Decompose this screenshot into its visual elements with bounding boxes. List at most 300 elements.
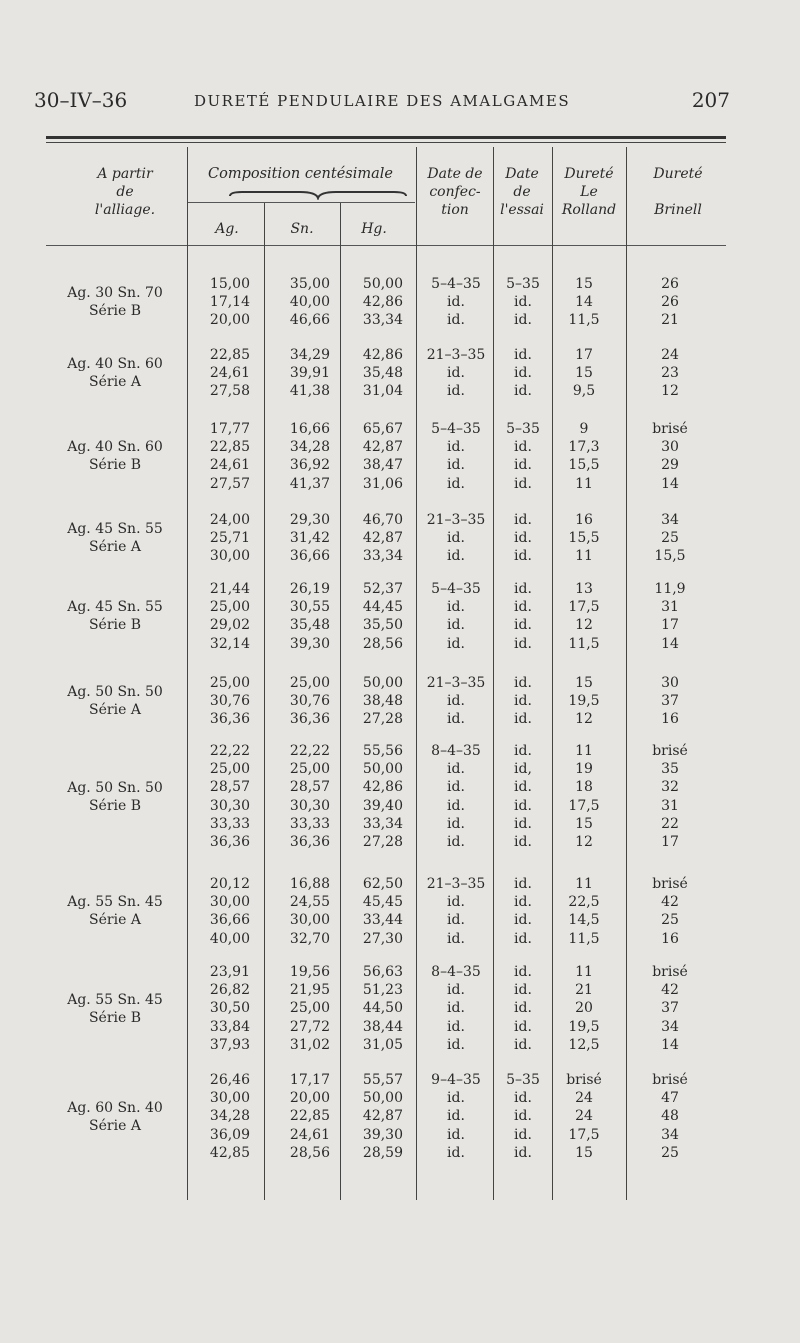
header-composition: Composition centésimale [208,166,393,182]
cell-ag: 33,84 [209,1018,250,1035]
cell-sn: 41,37 [289,475,330,492]
cell-durete-rolland: 15 [575,276,593,292]
cell-durete-rolland: 19 [575,761,593,778]
cell-durete-rolland: 12,5 [568,1036,600,1053]
cell-date-essai: id. [514,743,532,759]
cell-sn: 36,92 [289,457,330,474]
header-rule-thick [46,136,726,139]
header-essai-line: Date [505,166,539,182]
cell-durete-brinell: 17 [661,834,679,850]
cell-ag: 26,46 [209,1072,250,1088]
cell-date-confection: id. [447,599,465,616]
cell-durete-brinell: brisé [652,1072,688,1088]
cell-sn: 28,56 [289,1144,330,1161]
cell-durete-rolland: 17,5 [568,599,600,616]
cell-sn: 17,17 [289,1072,330,1088]
cell-date-essai: id. [514,876,532,892]
cell-sn: 36,66 [289,548,330,565]
cell-hg: 28,56 [362,635,403,652]
cell-ag: 42,85 [209,1144,250,1161]
cell-date-confection: id. [447,635,465,652]
cell-date-essai: id, [514,761,532,778]
cell-date-essai: id. [514,294,532,311]
cell-ag: 30,00 [209,548,250,565]
cell-durete-brinell: 17 [661,617,679,634]
cell-durete-brinell: 37 [661,1000,679,1017]
cell-ag: 24,61 [209,365,250,382]
cell-date-confection: id. [447,1108,465,1125]
cell-durete-brinell: 34 [661,1018,679,1035]
cell-date-confection: id. [447,383,465,400]
cell-durete-rolland: 17,3 [568,439,600,456]
cell-ag: 25,00 [209,675,250,691]
cell-date-confection: id. [447,761,465,778]
cell-hg: 27,28 [362,711,403,728]
cell-date-essai: id. [514,834,532,850]
cell-date-essai: id. [514,581,532,597]
cell-date-confection: id. [447,1018,465,1035]
cell-hg: 50,00 [362,1090,403,1107]
cell-durete-brinell: 24 [661,347,679,363]
cell-hg: 42,87 [362,1108,403,1125]
cell-durete-brinell: brisé [652,876,688,892]
cell-sn: 16,66 [289,421,330,437]
alloy-label: Ag. 45 Sn. 55 [67,599,163,616]
cell-durete-brinell: 14 [661,635,679,652]
cell-date-essai: id. [514,930,532,947]
header-ag: Ag. [215,221,239,237]
cell-durete-rolland: 9 [579,421,589,437]
cell-ag: 36,36 [209,834,250,850]
cell-date-confection: 21–3–35 [426,347,486,363]
cell-durete-brinell: brisé [652,421,688,437]
cell-date-essai: id. [514,1018,532,1035]
cell-ag: 36,66 [209,912,250,929]
cell-durete-brinell: 35 [661,761,679,778]
column-separator [340,203,341,1200]
cell-sn: 25,00 [289,675,330,691]
cell-hg: 56,63 [362,964,403,980]
page-number: 207 [691,88,730,112]
cell-sn: 30,76 [289,693,330,710]
cell-date-essai: id. [514,475,532,492]
header-rule-thin [46,142,726,143]
cell-date-confection: id. [447,1090,465,1107]
cell-hg: 42,86 [362,294,403,311]
cell-ag: 25,71 [209,530,250,547]
cell-hg: 42,87 [362,439,403,456]
cell-durete-rolland: 15 [575,1144,593,1161]
cell-date-essai: id. [514,779,532,796]
cell-durete-brinell: 31 [661,599,679,616]
cell-durete-brinell: 11,9 [654,581,686,597]
header-sn: Sn. [290,221,314,237]
cell-ag: 22,85 [209,347,250,363]
cell-sn: 29,30 [289,512,330,528]
cell-hg: 39,30 [362,1126,403,1143]
cell-date-essai: id. [514,635,532,652]
cell-hg: 31,05 [362,1036,403,1053]
cell-date-confection: id. [447,530,465,547]
cell-durete-rolland: 17,5 [568,797,600,814]
cell-sn: 30,55 [289,599,330,616]
cell-date-confection: id. [447,1036,465,1053]
cell-ag: 30,30 [209,797,250,814]
cell-date-essai: id. [514,693,532,710]
cell-durete-brinell: 42 [661,982,679,999]
header-date-line: confec- [429,184,481,200]
cell-durete-rolland: 15 [575,365,593,382]
header-brinell-line [628,183,728,201]
cell-durete-brinell: brisé [652,743,688,759]
cell-durete-rolland: 17,5 [568,1126,600,1143]
serie-label: Série B [88,797,142,814]
cell-date-essai: id. [514,894,532,911]
cell-date-confection: 21–3–35 [426,876,486,892]
cell-date-confection: id. [447,815,465,832]
cell-date-essai: 5–35 [506,1072,540,1088]
cell-hg: 38,47 [362,457,403,474]
cell-ag: 27,57 [209,475,250,492]
cell-durete-rolland: 12 [575,834,593,850]
cell-ag: 25,00 [209,761,250,778]
cell-hg: 33,34 [362,815,403,832]
cell-durete-rolland: 11 [575,548,593,565]
cell-sn: 30,00 [289,912,330,929]
cell-durete-rolland: 16 [575,512,593,528]
header-date-confection [417,165,493,219]
cell-ag: 17,77 [209,421,250,437]
cell-ag: 29,02 [209,617,250,634]
cell-hg: 42,86 [362,347,403,363]
cell-durete-rolland: 15 [575,815,593,832]
cell-hg: 52,37 [362,581,403,597]
cell-hg: 65,67 [362,421,403,437]
cell-date-essai: id. [514,1144,532,1161]
cell-ag: 24,61 [209,457,250,474]
column-separator [264,203,265,1200]
cell-hg: 35,48 [362,365,403,382]
header-date-line: Date de [427,166,483,182]
cell-durete-brinell: 22 [661,815,679,832]
cell-hg: 42,87 [362,530,403,547]
cell-ag: 30,76 [209,693,250,710]
header-rolland [553,165,625,219]
cell-ag: 22,22 [209,743,250,759]
header-rolland-line: Dureté [564,166,614,182]
cell-date-essai: 5–35 [506,421,540,437]
cell-sn: 28,57 [289,779,330,796]
alloy-label: Ag. 50 Sn. 50 [67,779,163,796]
cell-date-essai: 5–35 [506,276,540,292]
header-alloy-line: A partir [97,166,153,182]
cell-sn: 22,22 [289,743,330,759]
cell-date-confection: id. [447,457,465,474]
cell-durete-brinell: 34 [661,512,679,528]
cell-hg: 44,50 [362,1000,403,1017]
cell-durete-rolland: 11 [575,964,593,980]
cell-sn: 31,02 [289,1036,330,1053]
cell-sn: 41,38 [289,383,330,400]
cell-ag: 24,00 [209,512,250,528]
cell-sn: 36,36 [289,834,330,850]
cell-date-essai: id. [514,1000,532,1017]
cell-durete-brinell: 12 [661,383,679,400]
cell-durete-rolland: 21 [575,982,593,999]
cell-date-essai: id. [514,439,532,456]
cell-date-essai: id. [514,964,532,980]
cell-durete-rolland: 11 [575,876,593,892]
cell-hg: 33,34 [362,312,403,329]
header-date-line: tion [441,202,469,218]
serie-label: Série A [89,912,141,929]
cell-ag: 36,09 [209,1126,250,1143]
cell-sn: 40,00 [289,294,330,311]
cell-date-confection: id. [447,834,465,850]
cell-durete-rolland: 24 [575,1090,593,1107]
cell-durete-rolland: 11 [575,743,593,759]
header-essai-line: l'essai [500,202,544,218]
cell-hg: 42,86 [362,779,403,796]
cell-ag: 20,00 [209,312,250,329]
cell-date-confection: 5–4–35 [431,581,481,597]
cell-hg: 39,40 [362,797,403,814]
cell-sn: 25,00 [289,1000,330,1017]
cell-durete-brinell: 32 [661,779,679,796]
cell-durete-brinell: 16 [661,711,679,728]
cell-durete-rolland: 14 [575,294,593,311]
cell-date-essai: id. [514,457,532,474]
cell-date-confection: 21–3–35 [426,675,486,691]
cell-sn: 32,70 [289,930,330,947]
cell-sn: 16,88 [289,876,330,892]
cell-date-essai: id. [514,530,532,547]
cell-sn: 35,00 [289,276,330,292]
cell-date-confection: id. [447,982,465,999]
cell-date-essai: id. [514,512,532,528]
cell-ag: 34,28 [209,1108,250,1125]
alloy-label: Ag. 60 Sn. 40 [67,1099,163,1116]
cell-durete-brinell: 37 [661,693,679,710]
cell-date-confection: id. [447,912,465,929]
cell-sn: 33,33 [289,815,330,832]
cell-durete-brinell: 30 [661,439,679,456]
cell-ag: 40,00 [209,930,250,947]
serie-label: Série B [88,617,142,634]
cell-sn: 34,29 [289,347,330,363]
cell-durete-rolland: brisé [566,1072,602,1088]
cell-date-confection: 5–4–35 [431,276,481,292]
cell-durete-rolland: 18 [575,779,593,796]
cell-durete-brinell: 25 [661,912,679,929]
cell-durete-rolland: 15 [575,675,593,691]
cell-date-essai: id. [514,599,532,616]
cell-ag: 28,57 [209,779,250,796]
page-date-ref: 30–IV–36 [34,88,128,112]
cell-durete-brinell: 34 [661,1126,679,1143]
cell-date-essai: id. [514,347,532,363]
cell-hg: 33,44 [362,912,403,929]
cell-durete-rolland: 11,5 [568,930,600,947]
cell-date-essai: id. [514,383,532,400]
cell-ag: 30,50 [209,1000,250,1017]
header-date-essai [493,165,551,219]
cell-hg: 31,04 [362,383,403,400]
cell-date-confection: 5–4–35 [431,421,481,437]
cell-date-confection: id. [447,475,465,492]
cell-date-confection: 9–4–35 [431,1072,481,1088]
brace-icon [228,186,408,200]
alloy-label: Ag. 30 Sn. 70 [67,285,163,302]
cell-sn: 31,42 [289,530,330,547]
cell-date-essai: id. [514,1126,532,1143]
cell-sn: 21,95 [289,982,330,999]
header-bottom-rule [46,245,726,246]
cell-durete-rolland: 15,5 [568,457,600,474]
cell-durete-brinell: 29 [661,457,679,474]
cell-hg: 44,45 [362,599,403,616]
cell-date-confection: 8–4–35 [431,964,481,980]
cell-date-essai: id. [514,1036,532,1053]
cell-hg: 62,50 [362,876,403,892]
cell-ag: 20,12 [209,876,250,892]
cell-sn: 22,85 [289,1108,330,1125]
cell-durete-brinell: 14 [661,1036,679,1053]
cell-durete-brinell: 47 [661,1090,679,1107]
cell-ag: 30,00 [209,894,250,911]
cell-hg: 35,50 [362,617,403,634]
header-alloy [70,165,180,219]
cell-ag: 37,93 [209,1036,250,1053]
cell-hg: 50,00 [362,276,403,292]
cell-date-essai: id. [514,815,532,832]
cell-sn: 26,19 [289,581,330,597]
cell-sn: 30,30 [289,797,330,814]
cell-sn: 20,00 [289,1090,330,1107]
cell-durete-rolland: 12 [575,617,593,634]
serie-label: Série B [88,303,142,320]
serie-label: Série A [89,702,141,719]
cell-date-confection: id. [447,693,465,710]
cell-durete-brinell: 48 [661,1108,679,1125]
cell-hg: 27,28 [362,834,403,850]
cell-hg: 31,06 [362,475,403,492]
cell-date-essai: id. [514,1108,532,1125]
cell-hg: 55,56 [362,743,403,759]
cell-durete-brinell: 21 [661,312,679,329]
cell-date-essai: id. [514,312,532,329]
alloy-label: Ag. 45 Sn. 55 [67,521,163,538]
cell-durete-brinell: 42 [661,894,679,911]
cell-durete-rolland: 20 [575,1000,593,1017]
cell-hg: 38,44 [362,1018,403,1035]
cell-durete-brinell: 15,5 [654,548,686,565]
alloy-label: Ag. 55 Sn. 45 [67,991,163,1008]
cell-durete-brinell: brisé [652,964,688,980]
header-hg: Hg. [361,221,387,237]
cell-date-confection: id. [447,617,465,634]
cell-ag: 27,58 [209,383,250,400]
cell-durete-rolland: 19,5 [568,1018,600,1035]
cell-durete-brinell: 30 [661,675,679,691]
cell-ag: 26,82 [209,982,250,999]
header-rolland-line: Rolland [561,202,617,218]
serie-label: Série B [88,1009,142,1026]
cell-ag: 30,00 [209,1090,250,1107]
cell-hg: 50,00 [362,761,403,778]
cell-hg: 50,00 [362,675,403,691]
cell-date-confection: id. [447,365,465,382]
cell-sn: 34,28 [289,439,330,456]
page-header [34,88,730,118]
cell-durete-brinell: 25 [661,1144,679,1161]
cell-ag: 25,00 [209,599,250,616]
composition-subrule [188,202,415,203]
cell-date-essai: id. [514,982,532,999]
header-essai-line: de [513,184,531,200]
cell-hg: 55,57 [362,1072,403,1088]
cell-date-confection: id. [447,1000,465,1017]
alloy-label: Ag. 50 Sn. 50 [67,684,163,701]
cell-sn: 36,36 [289,711,330,728]
cell-date-essai: id. [514,365,532,382]
column-separator [416,147,417,1200]
cell-durete-rolland: 11 [575,475,593,492]
alloy-label: Ag. 55 Sn. 45 [67,894,163,911]
cell-ag: 21,44 [209,581,250,597]
cell-date-confection: id. [447,894,465,911]
serie-label: Série A [89,539,141,556]
cell-date-confection: id. [447,439,465,456]
cell-date-confection: 21–3–35 [426,512,486,528]
cell-ag: 33,33 [209,815,250,832]
alloy-label: Ag. 40 Sn. 60 [67,356,163,373]
cell-sn: 27,72 [289,1018,330,1035]
cell-sn: 24,55 [289,894,330,911]
cell-hg: 51,23 [362,982,403,999]
header-brinell-line: Brinell [654,202,702,218]
cell-durete-rolland: 12 [575,711,593,728]
cell-hg: 33,34 [362,548,403,565]
cell-sn: 24,61 [289,1126,330,1143]
cell-date-confection: id. [447,930,465,947]
cell-durete-brinell: 16 [661,930,679,947]
cell-durete-rolland: 17 [575,347,593,363]
cell-hg: 45,45 [362,894,403,911]
cell-date-confection: id. [447,797,465,814]
cell-durete-brinell: 26 [661,294,679,311]
header-alloy-line: de [116,184,134,200]
cell-sn: 25,00 [289,761,330,778]
cell-durete-rolland: 11,5 [568,635,600,652]
cell-date-confection: 8–4–35 [431,743,481,759]
cell-date-essai: id. [514,912,532,929]
cell-ag: 36,36 [209,711,250,728]
cell-hg: 38,48 [362,693,403,710]
cell-durete-rolland: 9,5 [572,383,596,400]
cell-date-confection: id. [447,1144,465,1161]
serie-label: Série A [89,1117,141,1134]
cell-date-confection: id. [447,312,465,329]
page-title: DURETÉ PENDULAIRE DES AMALGAMES [194,92,571,110]
alloy-label: Ag. 40 Sn. 60 [67,439,163,456]
cell-hg: 27,30 [362,930,403,947]
cell-date-confection: id. [447,1126,465,1143]
header-brinell-line: Dureté [653,166,703,182]
cell-date-confection: id. [447,294,465,311]
header-brinell [628,165,728,219]
cell-durete-rolland: 24 [575,1108,593,1125]
